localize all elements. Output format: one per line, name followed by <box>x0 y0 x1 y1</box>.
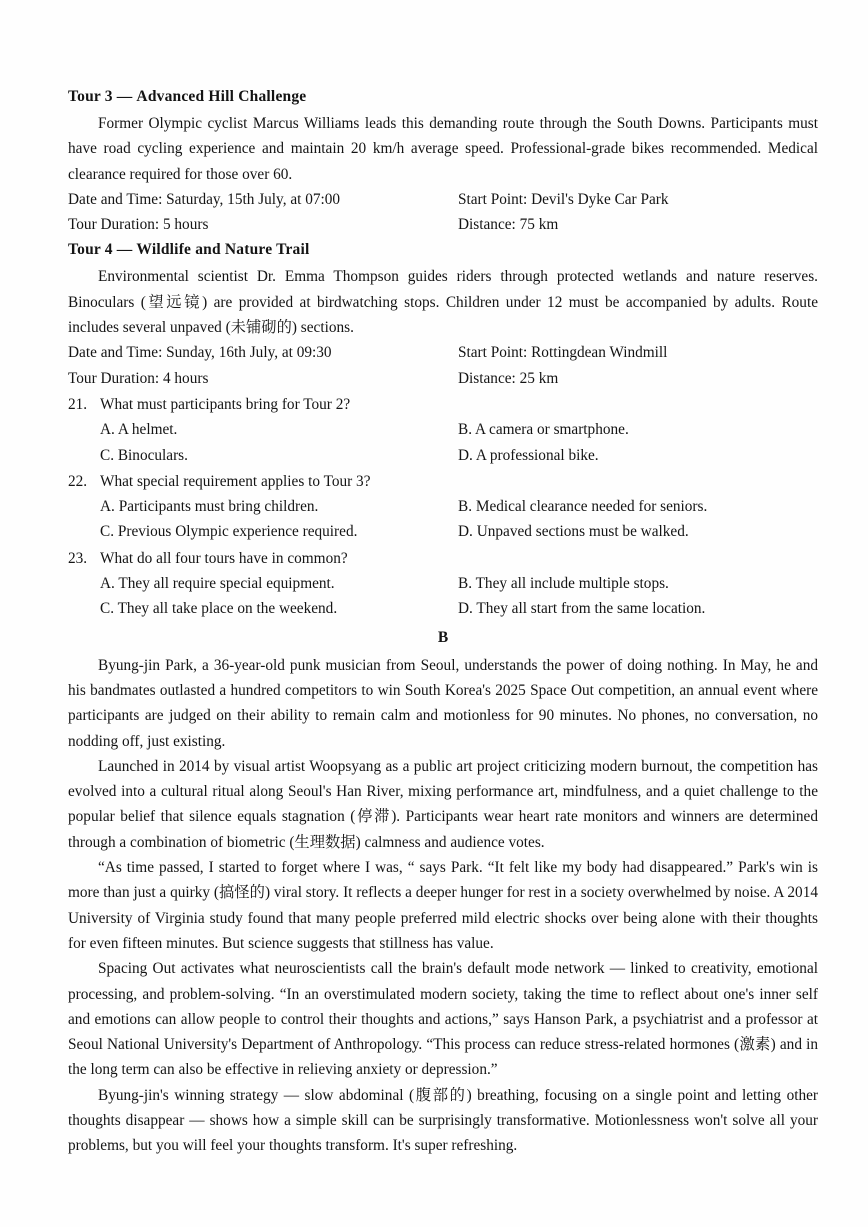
tour3-info-row-2 <box>68 212 818 237</box>
tour4-distance: Distance: 25 km <box>458 369 559 387</box>
question-21-option-b[interactable]: B. A camera or smartphone. <box>458 421 629 439</box>
question-22 <box>68 469 818 545</box>
question-22-options-row-1 <box>68 494 818 519</box>
question-22-option-d[interactable]: D. Unpaved sections must be walked. <box>458 523 689 541</box>
tour3-heading-title: Advanced Hill Challenge <box>136 88 307 105</box>
tour3-info-row-1 <box>68 187 818 212</box>
page-content <box>68 84 818 1159</box>
question-23-stem: What do all four tours have in common? <box>100 549 348 567</box>
question-23-option-c[interactable]: C. They all take place on the weekend. <box>100 600 338 618</box>
question-22-number: 22. <box>68 472 88 490</box>
tour3-start-point: Start Point: Devil's Dyke Car Park <box>458 190 669 208</box>
question-22-options-row-2 <box>68 519 818 544</box>
question-22-option-b[interactable]: B. Medical clearance needed for seniors. <box>458 498 708 516</box>
question-21-stem-line <box>68 392 818 417</box>
tour4-heading-title: Wildlife and Nature Trail <box>136 241 310 259</box>
tour3-heading-label: Tour 3 <box>68 88 113 105</box>
question-22-option-c[interactable]: C. Previous Olympic experience required. <box>100 523 358 541</box>
question-23-option-d[interactable]: D. They all start from the same location. <box>458 600 706 618</box>
tour4-heading-label: Tour 4 <box>68 241 113 259</box>
tour4-date-and-time: Date and Time: Sunday, 16th July, at 09:30 <box>68 344 332 362</box>
question-22-stem: What special requirement applies to Tour 3? <box>100 472 371 490</box>
tour3-distance: Distance: 75 km <box>458 216 559 234</box>
section-b-passage <box>68 653 818 1159</box>
question-21-options-row-2 <box>68 443 818 468</box>
question-23-option-a[interactable]: A. They all require special equipment. <box>100 575 335 593</box>
tour3-body: Former Olympic cyclist Marcus Williams leads this demanding route through the South Downs. Participants must have road cycling experience and maintain 20 km/h average speed. Professional-grade bikes recommended. Medical clearance required for those over 60. <box>68 115 818 183</box>
question-21-option-c[interactable]: C. Binoculars. <box>100 446 188 464</box>
question-23-options-row-2 <box>68 596 818 621</box>
tour4-heading-dash: — <box>116 241 133 259</box>
passage-paragraph-3: “As time passed, I started to forget where I was, “ says Park. “It felt like my body had disappeared.” Park's win is more than just a quirky (搞怪的) viral story. It reflects a deeper hunger for rest in a society overwhelmed by noise. A 2014 University of Virginia study found that many people preferred mild electric shocks over being alone with their thoughts for even fifteen minutes. But science suggests that stillness has value. <box>68 859 818 952</box>
question-23-options-row-1 <box>68 571 818 596</box>
question-21-options-row-1 <box>68 417 818 442</box>
tour4-duration: Tour Duration: 4 hours <box>68 369 209 387</box>
passage-paragraph-2: Launched in 2014 by visual artist Woopsyang as a public art project criticizing modern burnout, the competition has evolved into a cultural ritual along Seoul's Han River, mixing performance art, mindfulness, and a quiet challenge to the popular belief that silence equals stagnation (停滞). Participants wear heart rate monitors and winners are determined through a combination of biometric (生理数据) calmness and audience votes. <box>68 757 818 851</box>
section-b-letter: B <box>437 628 449 646</box>
tour3-duration: Tour Duration: 5 hours <box>68 216 209 234</box>
question-21-number: 21. <box>68 395 88 413</box>
tour3-heading-dash: — <box>116 88 133 105</box>
question-21-option-a[interactable]: A. A helmet. <box>100 421 178 439</box>
tour4-info-row-1 <box>68 340 818 365</box>
tour4-info-row-2 <box>68 366 818 391</box>
passage-paragraph-5: Byung-jin's winning strategy — slow abdominal (腹部的) breathing, focusing on a single point and letting other thoughts disappear — shows how a simple skill can be surprisingly transformative. Motionlessness won't solve all your problems, but you will feel your thoughts transform. It's super refreshing. <box>68 1086 818 1155</box>
question-23-number: 23. <box>68 549 88 567</box>
tour3-date-and-time: Date and Time: Saturday, 15th July, at 07:00 <box>68 190 341 208</box>
question-22-stem-line <box>68 469 818 494</box>
question-23-option-b[interactable]: B. They all include multiple stops. <box>458 575 669 593</box>
question-23-stem-line <box>68 546 818 571</box>
tour4-heading <box>68 237 818 262</box>
tour4-body: Environmental scientist Dr. Emma Thompson guides riders through protected wetlands and nature reserves. Binoculars (望远镜) are provided at birdwatching stops. Children under 12 must be accompanied by adults. Route includes several unpaved (未铺砌的) sections. <box>68 268 818 337</box>
tour4-start-point: Start Point: Rottingdean Windmill <box>458 344 668 362</box>
tour3-heading <box>68 84 818 109</box>
question-22-option-a[interactable]: A. Participants must bring children. <box>100 498 319 516</box>
question-23 <box>68 546 818 622</box>
question-21 <box>68 392 818 468</box>
question-21-option-d[interactable]: D. A professional bike. <box>458 446 599 464</box>
question-21-stem: What must participants bring for Tour 2? <box>100 395 351 413</box>
passage-paragraph-1: Byung-jin Park, a 36-year-old punk musician from Seoul, understands the power of doing nothing. In May, he and his bandmates outlasted a hundred competitors to win South Korea's 2025 Space Out competition, an annual event where participants are judged on their ability to remain calm and motionless for 90 minutes. No phones, no conversation, no nodding off, just existing. <box>68 656 818 750</box>
passage-paragraph-4: Spacing Out activates what neuroscientists call the brain's default mode network — linked to creativity, emotional processing, and problem-solving. “In an overstimulated modern society, taking the time to reflect about one's inner self and emotions can allow people to control their thoughts and actions,” says Hanson Park, a psychiatrist and a professor at Seoul National University's Department of Anthropology. “This process can reduce stress-related hormones (激素) and in the long term can also be effective in relieving anxiety or depression.” <box>68 960 818 1079</box>
